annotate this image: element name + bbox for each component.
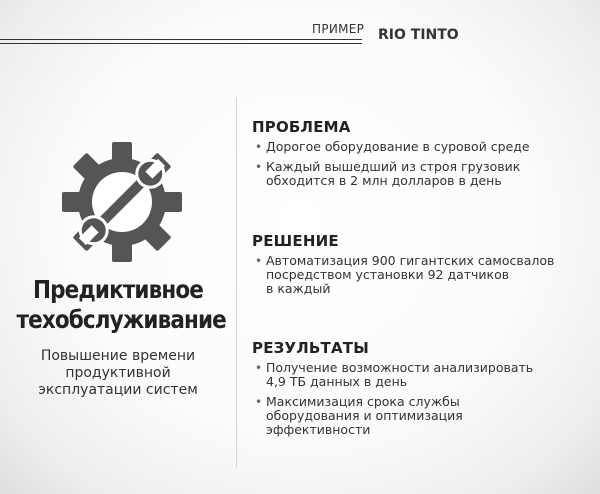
subtitle-line: продуктивной [65, 365, 171, 381]
list-item [252, 254, 592, 296]
section-heading: РЕЗУЛЬТАТЫ [252, 339, 369, 357]
bullet-icon: • [255, 160, 263, 174]
header-rule-bottom [0, 43, 362, 44]
header [0, 22, 600, 50]
list-item [252, 140, 592, 154]
subtitle-line: эксплуатации систем [38, 382, 198, 398]
section-heading: ПРОБЛЕМА [252, 118, 351, 136]
gear-wrench-icon [60, 140, 184, 264]
bullet-icon: • [255, 361, 263, 375]
section-problem [252, 118, 592, 194]
section-heading: РЕШЕНИЕ [252, 232, 339, 250]
example-label: ПРИМЕР [312, 22, 365, 36]
list-item-text: Автоматизация 900 гигантских самосвалов посредством установки 92 датчиков в каждый [266, 253, 555, 296]
list-item-text: Получение возможности анализировать 4,9 ТБ данных в день [266, 360, 534, 389]
vertical-divider [236, 98, 237, 468]
list-item [252, 160, 592, 188]
bullet-icon: • [255, 254, 263, 268]
subtitle-line: Повышение времени [40, 348, 196, 364]
list-item [252, 361, 592, 389]
list-item-text: Максимизация срока службы оборудования и оптимизация эффективности [266, 394, 463, 437]
company-name: RIO TINTO [378, 27, 459, 43]
section-results [252, 339, 592, 443]
list-item-text: Каждый вышедший из строя грузовик обходится в 2 млн долларов в день [266, 159, 521, 188]
list-item [252, 395, 592, 437]
title-line: Предиктивное [32, 275, 204, 304]
page-title [16, 275, 226, 335]
bullet-icon: • [255, 395, 263, 409]
bullet-icon: • [255, 140, 263, 154]
header-rule-top [0, 39, 362, 40]
list-item-text: Дорогое оборудование в суровой среде [266, 139, 530, 154]
title-line: техобслуживание [16, 305, 226, 334]
subtitle [0, 348, 236, 399]
section-solution [252, 232, 592, 302]
